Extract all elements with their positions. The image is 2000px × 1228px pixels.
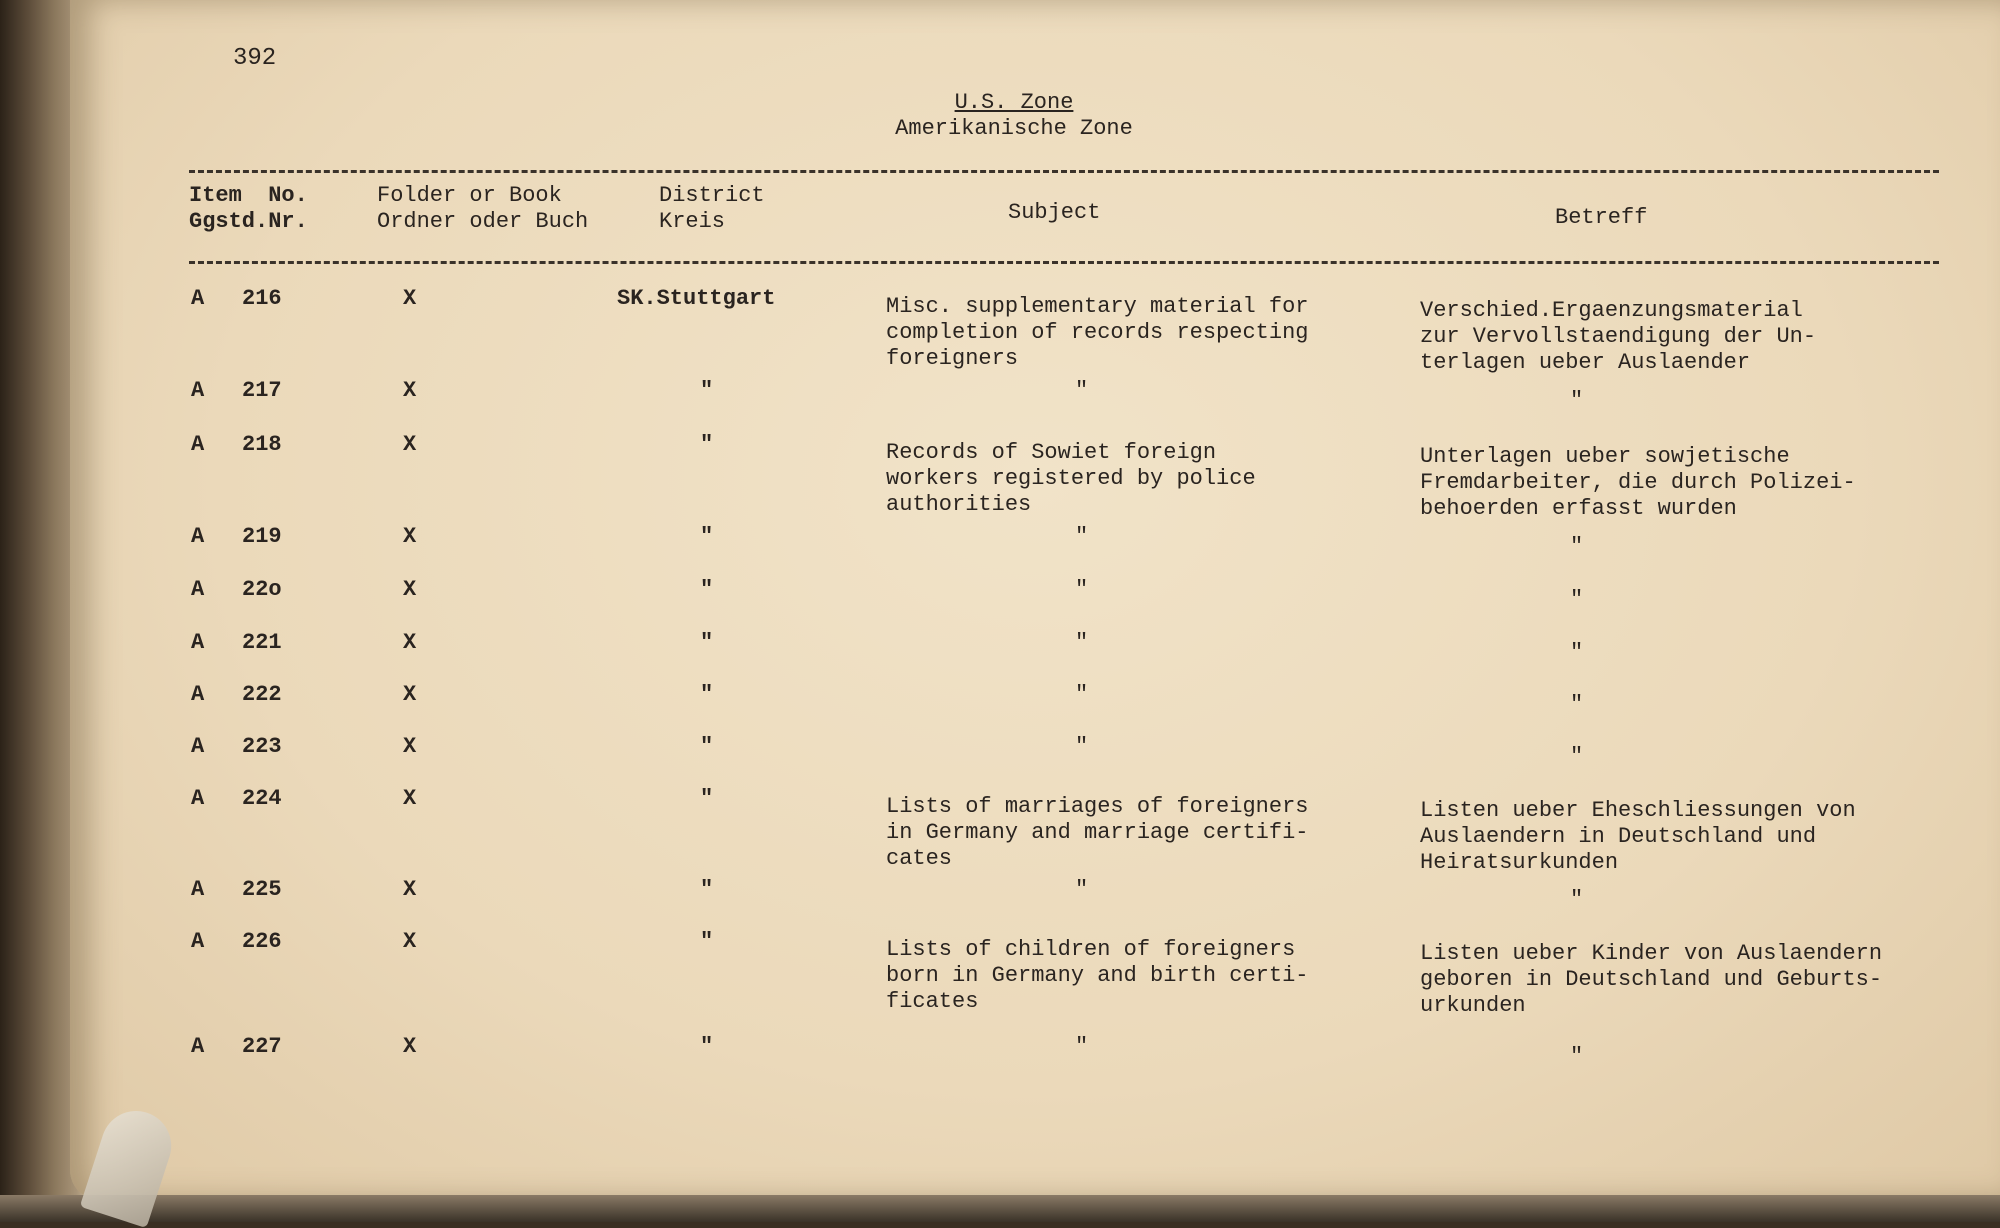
row-item-number: 217: [242, 378, 282, 403]
row-subject: ": [1075, 1034, 1089, 1059]
row-folder-mark: X: [403, 1034, 417, 1059]
row-prefix: A: [191, 378, 205, 403]
row-item-number: 222: [242, 682, 282, 707]
row-item-number: 223: [242, 734, 282, 759]
row-betreff: ": [1570, 692, 1584, 717]
row-subject: ": [1075, 734, 1089, 759]
header-betreff: Betreff: [1555, 205, 1648, 230]
row-betreff: ": [1570, 887, 1584, 912]
row-subject: Lists of children of foreigners born in Germany and birth certi- ficates: [886, 937, 1309, 1014]
page-number: 392: [233, 45, 277, 72]
row-betreff: ": [1570, 640, 1584, 665]
row-betreff: Unterlagen ueber sowjetische Fremdarbeiter, die durch Polizei- behoerden erfasst wurden: [1420, 444, 1856, 521]
row-subject: ": [1075, 577, 1089, 602]
row-district: ": [700, 929, 714, 954]
row-district: ": [700, 432, 714, 457]
row-folder-mark: X: [403, 432, 417, 457]
row-district: ": [700, 1034, 714, 1059]
header-district-en: District: [659, 183, 765, 208]
row-prefix: A: [191, 286, 205, 311]
row-prefix: A: [191, 432, 205, 457]
row-folder-mark: X: [403, 929, 417, 954]
row-district: ": [700, 577, 714, 602]
row-prefix: A: [191, 630, 205, 655]
row-subject: ": [1075, 877, 1089, 902]
row-district: ": [700, 877, 714, 902]
row-item-number: 224: [242, 786, 282, 811]
row-betreff: Listen ueber Eheschliessungen von Auslaendern in Deutschland und Heiratsurkunden: [1420, 798, 1856, 875]
row-subject: Misc. supplementary material for completion of records respecting foreigners: [886, 294, 1309, 371]
row-item-number: 216: [242, 286, 282, 311]
header-subject: Subject: [1008, 200, 1101, 225]
row-item-number: 227: [242, 1034, 282, 1059]
document-page: [70, 0, 2000, 1200]
row-subject: ": [1075, 682, 1089, 707]
row-item-number: 225: [242, 877, 282, 902]
header-top-rule: [189, 170, 1939, 173]
header-folder-de: Ordner oder Buch: [377, 209, 589, 234]
row-prefix: A: [191, 682, 205, 707]
row-folder-mark: X: [403, 577, 417, 602]
row-folder-mark: X: [403, 630, 417, 655]
header-district-de: Kreis: [659, 209, 726, 234]
row-betreff: ": [1570, 534, 1584, 559]
row-betreff: ": [1570, 388, 1584, 413]
row-item-number: 22o: [242, 577, 282, 602]
row-subject: Records of Sowiet foreign workers registered by police authorities: [886, 440, 1256, 517]
row-betreff: Verschied.Ergaenzungsmaterial zur Vervollstaendigung der Un- terlagen ueber Auslaender: [1420, 298, 1817, 375]
row-folder-mark: X: [403, 286, 417, 311]
row-prefix: A: [191, 734, 205, 759]
row-betreff: ": [1570, 744, 1584, 769]
row-item-number: 218: [242, 432, 282, 457]
title-german: Amerikanische Zone: [895, 116, 1133, 141]
header-bottom-rule: [189, 261, 1939, 264]
row-district: ": [700, 524, 714, 549]
row-item-number: 221: [242, 630, 282, 655]
header-folder-en: Folder or Book: [377, 183, 562, 208]
row-folder-mark: X: [403, 877, 417, 902]
row-prefix: A: [191, 929, 205, 954]
row-district: ": [700, 378, 714, 403]
row-subject: Lists of marriages of foreigners in Germany and marriage certifi- cates: [886, 794, 1309, 871]
row-subject: ": [1075, 378, 1089, 403]
row-folder-mark: X: [403, 524, 417, 549]
row-betreff: Listen ueber Kinder von Auslaendern geboren in Deutschland und Geburts- urkunden: [1420, 941, 1883, 1018]
header-item-de: Ggstd.Nr.: [189, 209, 308, 234]
row-district: ": [700, 734, 714, 759]
row-folder-mark: X: [403, 786, 417, 811]
book-bottom-edge: [0, 1195, 2000, 1222]
row-district: ": [700, 786, 714, 811]
row-prefix: A: [191, 524, 205, 549]
row-item-number: 226: [242, 929, 282, 954]
row-betreff: ": [1570, 1044, 1584, 1069]
row-district: SK.Stuttgart: [617, 286, 776, 311]
row-folder-mark: X: [403, 378, 417, 403]
header-item-en: Item No.: [189, 183, 308, 208]
row-item-number: 219: [242, 524, 282, 549]
row-betreff: ": [1570, 587, 1584, 612]
row-prefix: A: [191, 786, 205, 811]
row-district: ": [700, 682, 714, 707]
row-district: ": [700, 630, 714, 655]
row-prefix: A: [191, 577, 205, 602]
title-english: U.S. Zone: [954, 90, 1074, 115]
row-folder-mark: X: [403, 734, 417, 759]
row-subject: ": [1075, 524, 1089, 549]
row-folder-mark: X: [403, 682, 417, 707]
row-subject: ": [1075, 630, 1089, 655]
row-prefix: A: [191, 877, 205, 902]
row-prefix: A: [191, 1034, 205, 1059]
